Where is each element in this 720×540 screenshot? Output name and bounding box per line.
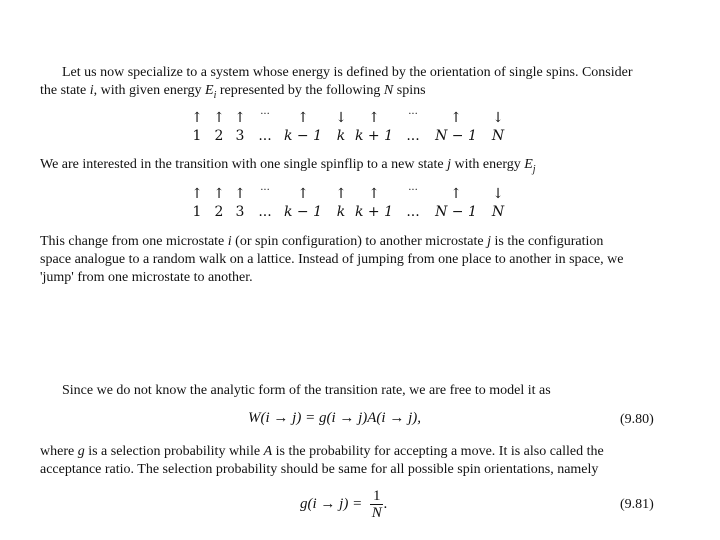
spin-index: k + 1 bbox=[354, 128, 394, 144]
spin-index: 3 bbox=[235, 128, 245, 144]
spin-arrow: ↑ bbox=[191, 110, 203, 126]
spin-index: 2 bbox=[214, 204, 224, 220]
text: represented by the following bbox=[216, 83, 384, 98]
math-A: A bbox=[263, 444, 273, 459]
text: We are interested in the transition with one single spinflip to a new state bbox=[40, 157, 448, 172]
paragraph-1-line-2 bbox=[40, 82, 426, 105]
paragraph-5-line-2: acceptance ratio. The selection probability should be same for all possible spin orientations, namely bbox=[40, 462, 599, 477]
spin-index: ... bbox=[406, 204, 420, 220]
spin-arrow: ↓ bbox=[492, 186, 504, 202]
text: where bbox=[40, 444, 78, 459]
spin-arrow: ↑ bbox=[297, 110, 309, 126]
spin-index: ... bbox=[406, 128, 420, 144]
equation-number-9-81: (9.81) bbox=[620, 497, 654, 512]
spin-index: N − 1 bbox=[435, 128, 477, 144]
spin-index: 1 bbox=[192, 128, 202, 144]
text: This change from one microstate bbox=[40, 234, 228, 249]
text: (or spin configuration) to another microstate bbox=[231, 234, 488, 249]
spin-chain-2 bbox=[0, 182, 720, 226]
paragraph-1-line-1: Let us now specialize to a system whose energy is defined by the orientation of single spins. Consider bbox=[62, 65, 633, 80]
spin-index: 2 bbox=[214, 128, 224, 144]
spin-ellipsis: ... bbox=[260, 106, 270, 117]
spin-arrow: ↓ bbox=[335, 110, 347, 126]
equation-9-80: W(i → j) = g(i → j)A(i → j), bbox=[248, 410, 422, 426]
spin-arrow: ↑ bbox=[368, 110, 380, 126]
spin-arrow: ↑ bbox=[368, 186, 380, 202]
paragraph-2 bbox=[40, 156, 536, 179]
paragraph-5-line-1 bbox=[40, 443, 604, 461]
spin-index: 1 bbox=[192, 204, 202, 220]
text: the state bbox=[40, 83, 90, 98]
spin-arrow: ↓ bbox=[492, 110, 504, 126]
spin-arrow: ↑ bbox=[450, 186, 462, 202]
math-N: N bbox=[383, 83, 394, 98]
spin-arrow: ↑ bbox=[191, 186, 203, 202]
paragraph-3-line-1 bbox=[40, 233, 603, 251]
spin-arrow: ↑ bbox=[335, 186, 347, 202]
spin-index: N bbox=[491, 128, 505, 144]
spin-ellipsis: ... bbox=[408, 182, 418, 193]
spin-index: N − 1 bbox=[435, 204, 477, 220]
paragraph-3-line-2: space analogue to a random walk on a lattice. Instead of jumping from one place to another in space, we bbox=[40, 252, 624, 267]
text: is the probability for accepting a move. It is also called the bbox=[272, 444, 604, 459]
math-sub-i: i bbox=[213, 89, 217, 101]
spin-index: k bbox=[336, 204, 346, 220]
spin-arrow: ↑ bbox=[234, 186, 246, 202]
math-g: g bbox=[77, 444, 85, 459]
equation-tail: . bbox=[383, 495, 388, 512]
spin-index: ... bbox=[258, 128, 272, 144]
spin-index: k + 1 bbox=[354, 204, 394, 220]
spin-index: k − 1 bbox=[283, 204, 323, 220]
fraction bbox=[370, 488, 384, 521]
equation-number-9-80: (9.80) bbox=[620, 412, 654, 427]
spin-index: k − 1 bbox=[283, 128, 323, 144]
text: is the configuration bbox=[491, 234, 604, 249]
text: is a selection probability while bbox=[84, 444, 264, 459]
math-sub-j: j bbox=[532, 163, 536, 175]
spin-ellipsis: ... bbox=[260, 182, 270, 193]
math-j: j bbox=[447, 157, 451, 172]
spin-index: k bbox=[336, 128, 346, 144]
text: spins bbox=[393, 83, 426, 98]
paragraph-3-line-3: 'jump' from one microstate to another. bbox=[40, 270, 253, 285]
fraction-denominator: N bbox=[371, 505, 382, 521]
spin-ellipsis: ... bbox=[408, 106, 418, 117]
text: with energy bbox=[451, 157, 525, 172]
fraction-numerator: 1 bbox=[370, 488, 384, 505]
math-i: i bbox=[227, 234, 232, 249]
spin-arrow: ↑ bbox=[213, 186, 225, 202]
spin-index: 3 bbox=[235, 204, 245, 220]
math-j: j bbox=[487, 234, 491, 249]
equation-9-81 bbox=[300, 488, 387, 521]
equation-lhs: g(i → j) = bbox=[300, 495, 363, 512]
spin-index: ... bbox=[258, 204, 272, 220]
math-E: E bbox=[524, 157, 533, 172]
paragraph-4: Since we do not know the analytic form of the transition rate, we are free to model it as bbox=[62, 383, 551, 398]
text: , with given energy bbox=[93, 83, 205, 98]
spin-index: N bbox=[491, 204, 505, 220]
spin-chain-1 bbox=[0, 106, 720, 150]
spin-arrow: ↑ bbox=[213, 110, 225, 126]
math-i: i bbox=[89, 83, 94, 98]
spin-arrow: ↑ bbox=[297, 186, 309, 202]
math-E: E bbox=[205, 83, 214, 98]
spin-arrow: ↑ bbox=[450, 110, 462, 126]
spin-arrow: ↑ bbox=[234, 110, 246, 126]
